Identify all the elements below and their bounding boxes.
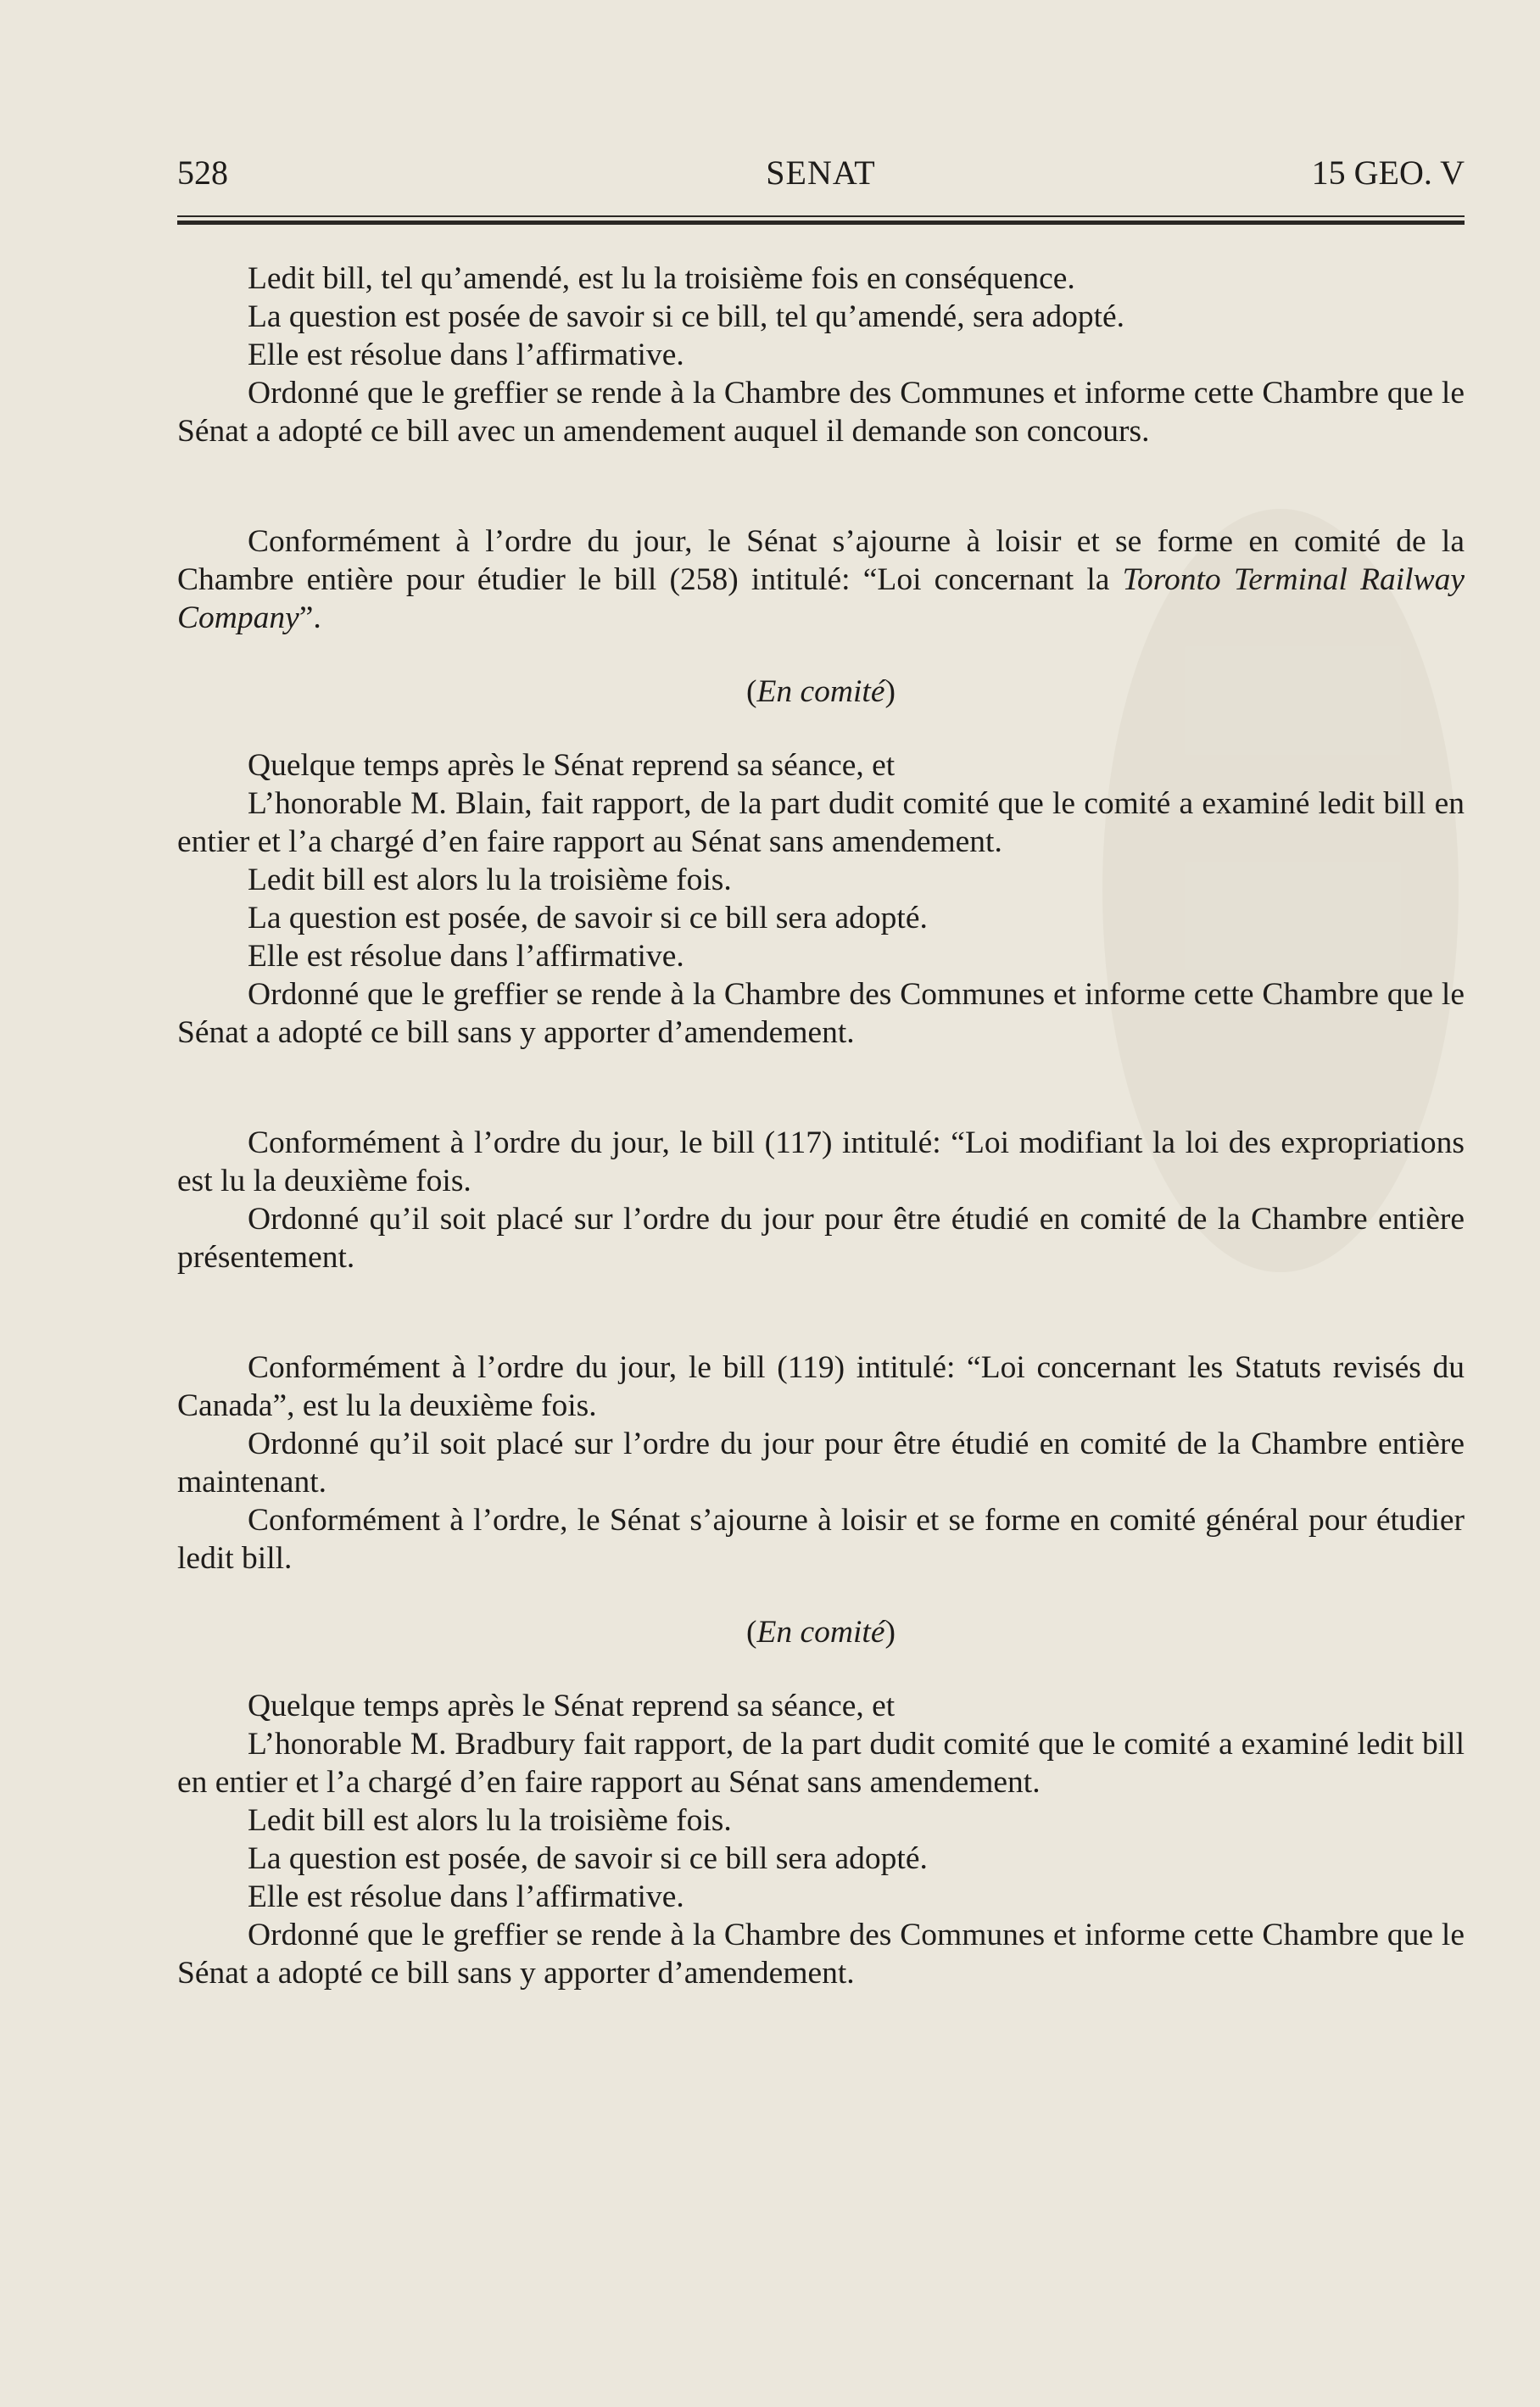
section-gap <box>177 1052 1465 1124</box>
paragraph: Ordonné qu’il soit placé sur l’ordre du jour pour être étudié en comité de la Chambre entière présentement. <box>177 1202 1465 1275</box>
page-number: 528 <box>177 154 228 192</box>
committee-open: ( <box>746 674 757 709</box>
header-rule-thick <box>177 221 1465 225</box>
paragraph: La question est posée de savoir si ce bill, tel qu’amendé, sera adopté. <box>248 299 1125 334</box>
committee-close: ) <box>884 674 896 709</box>
committee-label: En comité <box>756 674 885 709</box>
paragraph: Quelque temps après le Sénat reprend sa séance, et <box>248 748 896 783</box>
running-title: SENAT <box>766 154 876 192</box>
committee-heading <box>177 1613 1465 1651</box>
document-page <box>177 0 1465 2407</box>
header-rule-thin <box>177 215 1465 217</box>
paragraph: Elle est résolue dans l’affirmative. <box>248 1879 684 1914</box>
paragraph-text: ”. <box>299 600 321 635</box>
paragraph: Elle est résolue dans l’affirmative. <box>248 338 684 372</box>
committee-label: En comité <box>756 1615 885 1650</box>
regnal-year: 15 GEO. V <box>1311 154 1465 192</box>
paragraph: Conformément à l’ordre, le Sénat s’ajourne à loisir et se forme en comité général pour étudier ledit bill. <box>177 1503 1465 1576</box>
paragraph: Elle est résolue dans l’affirmative. <box>248 939 684 974</box>
paragraph: Conformément à l’ordre du jour, le bill (119) intitulé: “Loi concernant les Statuts revisés du Canada”, est lu la deuxième fois. <box>177 1350 1465 1423</box>
paragraph: Conformément à l’ordre du jour, le bill (117) intitulé: “Loi modifiant la loi des expropriations est lu la deuxième fois. <box>177 1125 1465 1198</box>
paragraph-text: Conformément à l’ordre du jour, le Sénat s’ajourne à loisir et se forme en comité de la Chambre entière pour étudier le bill (258) intitulé: “Loi concernant la <box>177 524 1465 597</box>
section-gap <box>177 711 1465 746</box>
paragraph: Ledit bill, tel qu’amendé, est lu la troisième fois en conséquence. <box>248 261 1075 296</box>
section-gap <box>177 450 1465 522</box>
section-gap <box>177 1578 1465 1613</box>
section-gap <box>177 1651 1465 1687</box>
paragraph: Quelque temps après le Sénat reprend sa séance, et <box>248 1689 896 1723</box>
page-header <box>177 149 1465 197</box>
committee-heading <box>177 673 1465 711</box>
committee-close: ) <box>884 1615 896 1650</box>
paragraph: Ordonné que le greffier se rende à la Chambre des Communes et informe cette Chambre que le Sénat a adopté ce bill sans y apporter d’amendement. <box>177 1918 1465 1991</box>
paragraph: L’honorable M. Bradbury fait rapport, de la part dudit comité que le comité a examiné ledit bill en entier et l’a chargé d’en faire rapport au Sénat sans amendement. <box>177 1727 1465 1800</box>
section-gap <box>177 637 1465 673</box>
paragraph: Ordonné que le greffier se rende à la Chambre des Communes et informe cette Chambre que le Sénat a adopté ce bill sans y apporter d’amendement. <box>177 977 1465 1050</box>
paragraph: La question est posée, de savoir si ce bill sera adopté. <box>248 1841 928 1876</box>
paragraph: Ordonné que le greffier se rende à la Chambre des Communes et informe cette Chambre que le Sénat a adopté ce bill avec un amendement auquel il demande son concours. <box>177 376 1465 449</box>
committee-open: ( <box>746 1615 757 1650</box>
paragraph: Ordonné qu’il soit placé sur l’ordre du jour pour être étudié en comité de la Chambre entière maintenant. <box>177 1427 1465 1499</box>
company-name: Toronto Terminal Railway Company <box>177 562 1465 635</box>
page-body <box>177 260 1465 1992</box>
paragraph: L’honorable M. Blain, fait rapport, de la part dudit comité que le comité a examiné ledit bill en entier et l’a chargé d’en faire rapport au Sénat sans amendement. <box>177 786 1465 859</box>
paragraph <box>177 522 1465 637</box>
paragraph: La question est posée, de savoir si ce bill sera adopté. <box>248 901 928 935</box>
section-gap <box>177 1276 1465 1349</box>
paragraph: Ledit bill est alors lu la troisième fois. <box>248 1803 732 1838</box>
paragraph: Ledit bill est alors lu la troisième fois. <box>248 863 732 897</box>
